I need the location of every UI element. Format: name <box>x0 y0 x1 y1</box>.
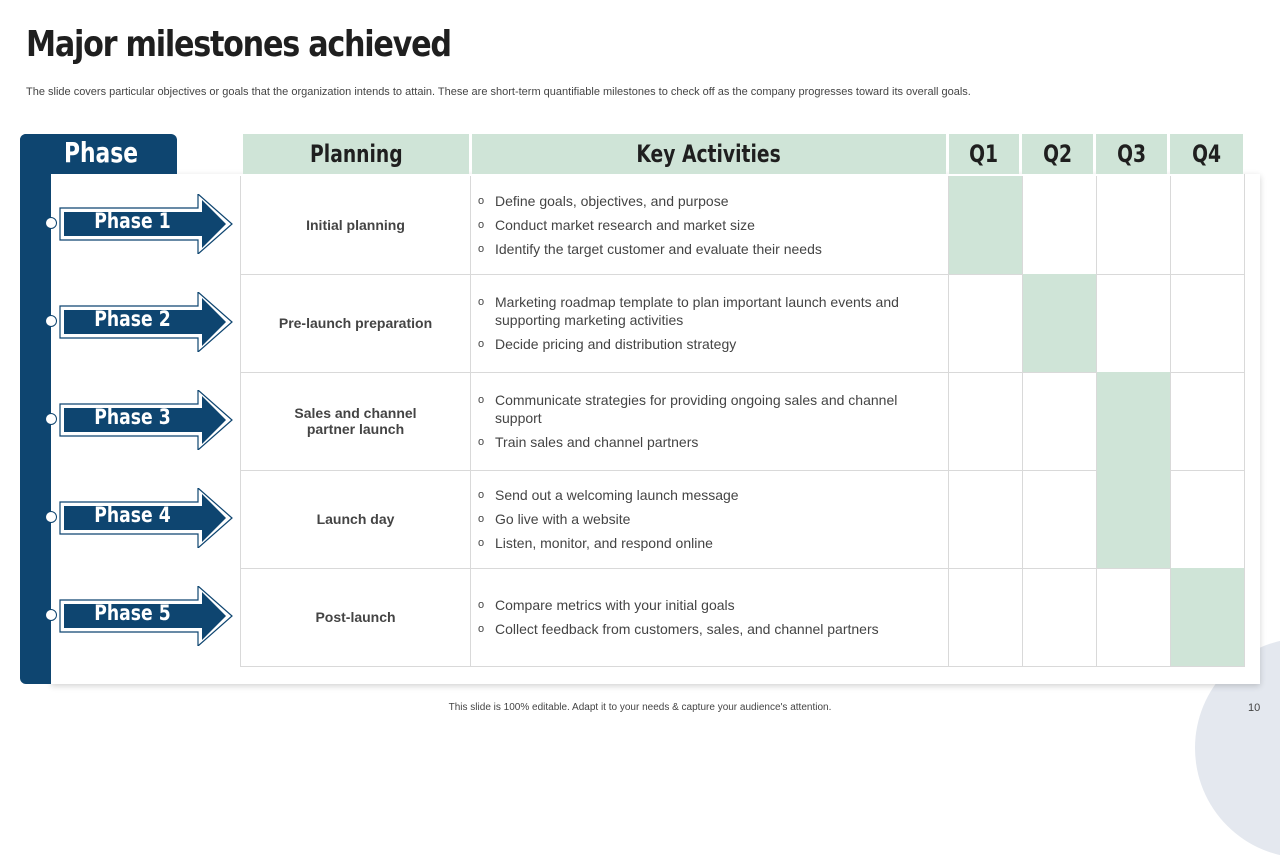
planning-cell: Sales and channel partner launch <box>240 372 470 470</box>
q2-header: Q2 <box>1022 134 1093 174</box>
q4-cell <box>1170 372 1244 470</box>
q3-cell <box>1096 274 1170 372</box>
activity-item <box>477 240 926 258</box>
phase-marker <box>0 470 240 568</box>
q1-cell <box>948 372 1022 470</box>
phase-marker <box>0 568 240 666</box>
timeline-node-icon <box>45 609 57 621</box>
activity-text: Listen, monitor, and respond online <box>495 535 713 551</box>
activity-item <box>477 534 926 552</box>
hollow-bullet-icon: o <box>478 623 485 635</box>
key-activities-header: Key Activities <box>472 134 946 174</box>
activity-item <box>477 192 926 210</box>
activity-item <box>477 510 926 528</box>
hollow-bullet-icon: o <box>478 394 485 406</box>
hollow-bullet-icon: o <box>478 296 485 308</box>
planning-header: Planning <box>243 134 469 174</box>
hollow-bullet-icon: o <box>478 243 485 255</box>
q3-cell <box>1096 372 1170 470</box>
activity-item <box>477 335 926 353</box>
activity-text: Train sales and channel partners <box>495 434 699 450</box>
activity-item <box>477 391 926 427</box>
hollow-bullet-icon: o <box>478 219 485 231</box>
table-right-border <box>1244 174 1245 667</box>
activity-text: Define goals, objectives, and purpose <box>495 193 729 209</box>
activity-item <box>477 293 926 329</box>
table-row <box>240 372 1244 471</box>
hollow-bullet-icon: o <box>478 513 485 525</box>
page-title: Major milestones achieved <box>26 24 451 65</box>
activities-cell <box>470 176 948 274</box>
activities-cell <box>470 274 948 372</box>
activities-cell <box>470 470 948 568</box>
phase-label: Phase 4 <box>94 503 171 527</box>
activity-text: Conduct market research and market size <box>495 217 755 233</box>
q1-cell <box>948 568 1022 666</box>
q2-cell <box>1022 176 1096 274</box>
table-row <box>240 176 1244 275</box>
phase-label: Phase 1 <box>94 209 171 233</box>
page-subtitle: The slide covers particular objectives or goals that the organization intends to attain. These are short-term quantifiable milestones to check off as the company progresses toward its overall goals. <box>26 86 971 98</box>
q3-cell <box>1096 470 1170 568</box>
timeline-node-icon <box>45 315 57 327</box>
q2-cell <box>1022 274 1096 372</box>
page-number: 10 <box>1248 702 1261 714</box>
activity-item <box>477 433 926 451</box>
q2-cell <box>1022 470 1096 568</box>
activity-text: Decide pricing and distribution strategy <box>495 336 737 352</box>
q1-header: Q1 <box>949 134 1019 174</box>
hollow-bullet-icon: o <box>478 599 485 611</box>
activity-item <box>477 620 926 638</box>
phase-label: Phase 3 <box>94 405 171 429</box>
phase-marker <box>0 274 240 372</box>
q4-cell <box>1170 470 1244 568</box>
activity-text: Go live with a website <box>495 511 631 527</box>
activity-text: Compare metrics with your initial goals <box>495 597 735 613</box>
phase-label: Phase 5 <box>94 601 171 625</box>
table-row <box>240 470 1244 569</box>
planning-cell: Post-launch <box>240 568 470 666</box>
q1-cell <box>948 274 1022 372</box>
q4-cell <box>1170 274 1244 372</box>
timeline-node-icon <box>45 217 57 229</box>
table-row <box>240 274 1244 373</box>
q3-header: Q3 <box>1096 134 1167 174</box>
footer-note: This slide is 100% editable. Adapt it to your needs & capture your audience's attention. <box>448 702 832 713</box>
q3-cell <box>1096 176 1170 274</box>
phase-header <box>20 134 177 174</box>
phase-label: Phase 2 <box>94 307 171 331</box>
activity-item <box>477 596 926 614</box>
activity-item <box>477 216 926 234</box>
planning-cell: Pre-launch preparation <box>240 274 470 372</box>
hollow-bullet-icon: o <box>478 436 485 448</box>
planning-cell: Initial planning <box>240 176 470 274</box>
hollow-bullet-icon: o <box>478 489 485 501</box>
hollow-bullet-icon: o <box>478 537 485 549</box>
phase-marker <box>0 176 240 274</box>
q4-header: Q4 <box>1170 134 1243 174</box>
q1-cell <box>948 470 1022 568</box>
activities-cell <box>470 372 948 470</box>
activities-cell <box>470 568 948 666</box>
hollow-bullet-icon: o <box>478 338 485 350</box>
timeline-node-icon <box>45 511 57 523</box>
phase-marker <box>0 372 240 470</box>
activity-text: Collect feedback from customers, sales, and channel partners <box>495 621 879 637</box>
planning-cell: Launch day <box>240 470 470 568</box>
hollow-bullet-icon: o <box>478 195 485 207</box>
activity-text: Send out a welcoming launch message <box>495 487 739 503</box>
activity-text: Communicate strategies for providing ongoing sales and channel support <box>495 392 898 426</box>
activity-text: Marketing roadmap template to plan important launch events and supporting marketing activities <box>495 294 899 328</box>
q2-cell <box>1022 372 1096 470</box>
q3-cell <box>1096 568 1170 666</box>
q4-cell <box>1170 176 1244 274</box>
activity-item <box>477 486 926 504</box>
timeline-node-icon <box>45 413 57 425</box>
activity-text: Identify the target customer and evaluate their needs <box>495 241 822 257</box>
q1-cell <box>948 176 1022 274</box>
q2-cell <box>1022 568 1096 666</box>
table-row <box>240 568 1244 667</box>
phase-header-label: Phase <box>64 136 139 169</box>
q4-cell <box>1170 568 1244 666</box>
